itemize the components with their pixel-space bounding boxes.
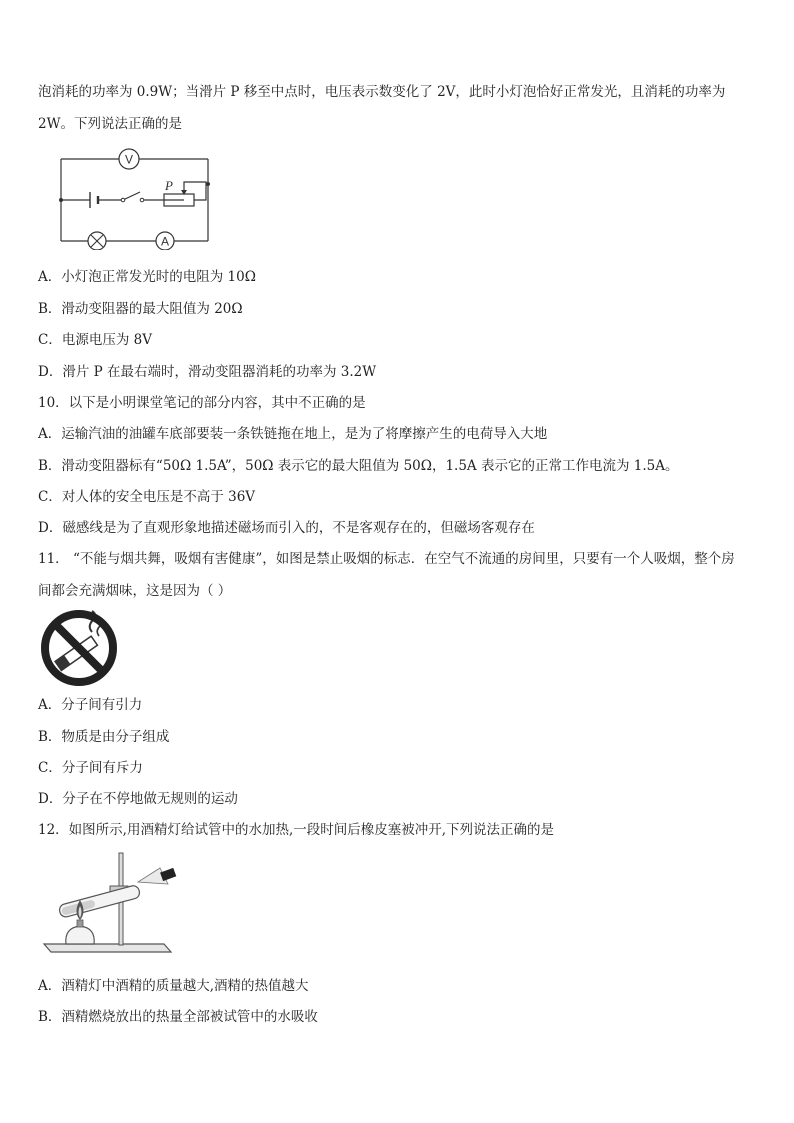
q10-option-d: D．磁感线是为了直观形象地描述磁场而引入的，不是客观存在的，但磁场客观存在	[38, 520, 535, 536]
q9-option-b: B．滑动变阻器的最大阻值为 20Ω	[38, 301, 243, 317]
voltmeter-label: V	[124, 152, 134, 167]
q9-option-a: A．小灯泡正常发光时的电阻为 10Ω	[38, 269, 256, 285]
lamp-symbol	[88, 232, 106, 250]
q11-stem-line1: 11． “不能与烟共舞，吸烟有害健康”，如图是禁止吸烟的标志．在空气不流通的房间里，只要有一个人吸烟，整个房	[38, 551, 735, 567]
no-smoking-icon	[39, 608, 119, 688]
ammeter-label: A	[160, 234, 170, 249]
q12-option-b: B．酒精燃烧放出的热量全部被试管中的水吸收	[38, 1009, 318, 1025]
alcohol-lamp-apparatus	[40, 848, 185, 958]
q10-option-b: B．滑动变阻器标有“50Ω 1.5A”，50Ω 表示它的最大阻值为 50Ω，1.5A 表示它的正常工作电流为 1.5A。	[38, 458, 679, 474]
q11-option-b: B．物质是由分子组成	[38, 729, 170, 745]
slider-label: P	[165, 178, 173, 193]
q12-option-a: A．酒精灯中酒精的质量越大,酒精的热值越大	[38, 978, 309, 994]
q9-option-c: C．电源电压为 8V	[38, 332, 152, 348]
q11-option-d: D．分子在不停地做无规则的运动	[38, 791, 238, 807]
q11-option-c: C．分子间有斥力	[38, 760, 143, 776]
q9-stem-line1: 泡消耗的功率为 0.9W；当滑片 P 移至中点时，电压表示数变化了 2V，此时小灯泡恰好正常发光，且消耗的功率为	[38, 84, 726, 100]
q11-option-a: A．分子间有引力	[38, 697, 143, 713]
q11-stem-line2: 间都会充满烟味，这是因为（ ）	[38, 583, 232, 599]
q12-stem: 12．如图所示,用酒精灯给试管中的水加热,一段时间后橡皮塞被冲开,下列说法正确的是	[38, 822, 555, 838]
q10-stem: 10．以下是小明课堂笔记的部分内容，其中不正确的是	[38, 395, 366, 411]
q9-stem-line2: 2W。下列说法正确的是	[38, 116, 182, 132]
q10-option-a: A．运输汽油的油罐车底部要装一条铁链拖在地上，是为了将摩擦产生的电荷导入大地	[38, 426, 548, 442]
q9-option-d: D．滑片 P 在最右端时，滑动变阻器消耗的功率为 3.2W	[38, 364, 377, 380]
q10-option-c: C．对人体的安全电压是不高于 36V	[38, 489, 256, 505]
circuit-diagram	[52, 145, 217, 250]
